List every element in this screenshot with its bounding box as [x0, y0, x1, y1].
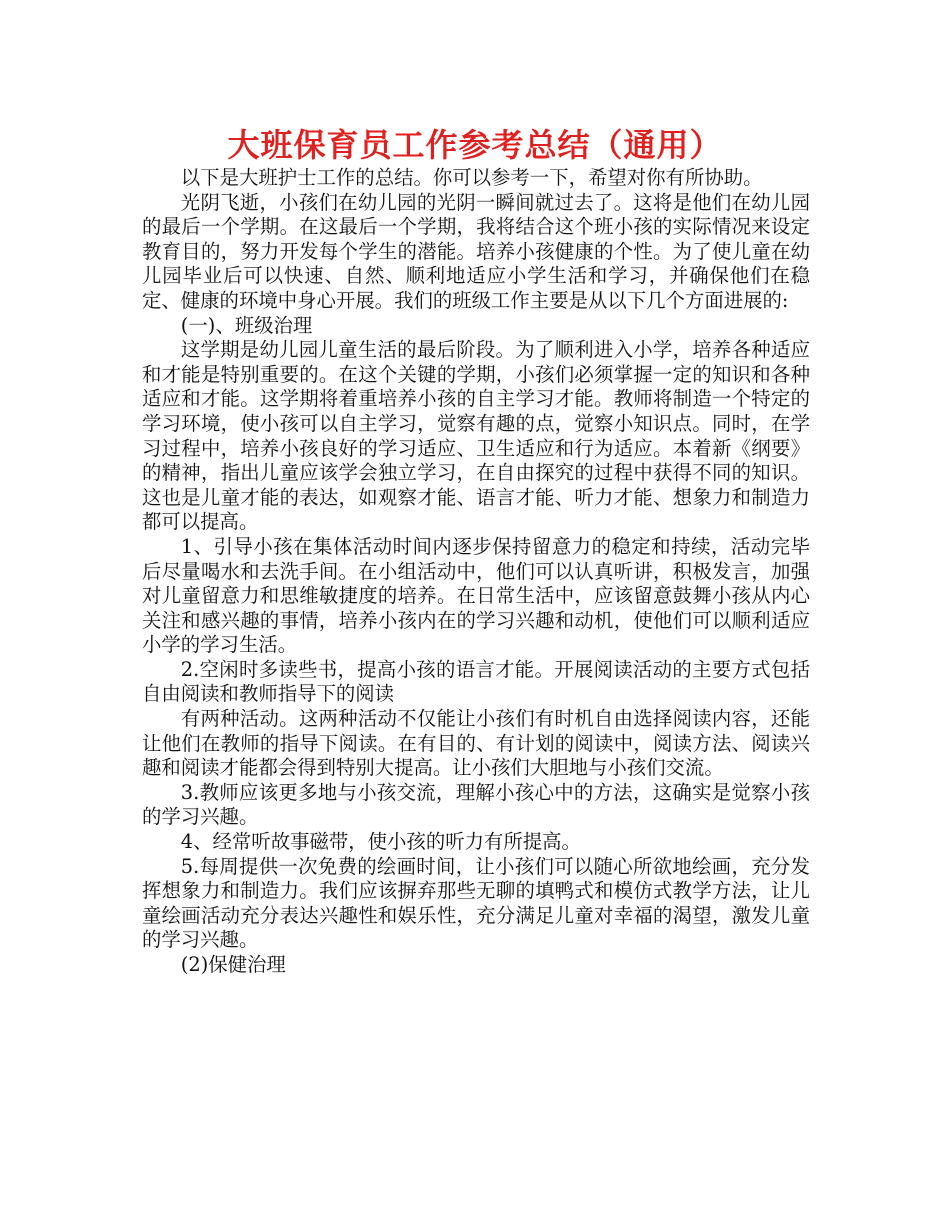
list-item-5: 5.每周提供一次免费的绘画时间，让小孩们可以随心所欲地绘画，充分发挥想象力和制造力。我们应该摒弃那些无聊的填鸭式和模仿式教学方法，让儿童绘画活动充分表达兴趣性和娱乐性，充分满足儿童对幸福的渴望，激发儿童的学习兴趣。 [142, 854, 810, 952]
paragraph-class-management: 这学期是幼儿园儿童生活的最后阶段。为了顺利进入小学，培养各种适应和才能是特别重要的。在这个关键的学期，小孩们必须掌握一定的知识和各种适应和才能。这学期将着重培养小孩的自主学习才能。教师将制造一个特定的学习环境，使小孩可以自主学习，觉察有趣的点，觉察小知识点。同时，在学习过程中，培养小孩良好的学习适应、卫生适应和行为适应。本着新《纲要》的精神，指出儿童应该学会独立学习，在自由探究的过程中获得不同的知识。这也是儿童才能的表达，如观察才能、语言才能、听力才能、想象力和制造力都可以提高。 [142, 338, 810, 534]
section-heading-health-management: (2)保健治理 [180, 953, 286, 976]
paragraph-overview: 光阴飞逝，小孩们在幼儿园的光阴一瞬间就过去了。这将是他们在幼儿园的最后一个学期。在这最后一个学期，我将结合这个班小孩的实际情况来设定教育目的，努力开发每个学生的潜能。培养小孩健康的个性。为了使儿童在幼儿园毕业后可以快速、自然、顺利地适应小学生活和学习，并确保他们在稳定、健康的环境中身心开展。我们的班级工作主要是从以下几个方面进展的: [142, 190, 810, 312]
list-item-1: 1、引导小孩在集体活动时间内逐步保持留意力的稳定和持续，活动完毕后尽量喝水和去洗手间。在小组活动中，他们可以认真听讲，积极发言，加强对儿童留意力和思维敏捷度的培养。在日常生活中，应该留意鼓舞小孩从内心关注和感兴趣的事情，培养小孩内在的学习兴趣和动机，使他们可以顺利适应小学的学习生活。 [142, 534, 810, 657]
list-item-4: 4、经常听故事磁带，使小孩的听力有所提高。 [180, 830, 581, 854]
paragraph-intro: 以下是大班护士工作的总结。你可以参考一下，希望对你有所协助。 [180, 166, 763, 189]
list-item-2: 2.空闲时多读些书，提高小孩的语言才能。开展阅读活动的主要方式包括自由阅读和教师指导下的阅读 [142, 657, 810, 706]
document-body [142, 166, 810, 978]
section-heading-class-management: (一)、班级治理 [180, 313, 313, 337]
document-title: 大班保育员工作参考总结（通用） [227, 126, 723, 164]
list-item-3: 3.教师应该更多地与小孩交流，理解小孩心中的方法，这确实是觉察小孩的学习兴趣。 [142, 780, 810, 829]
paragraph-reading-activities: 有两种活动。这两种活动不仅能让小孩们有时机自由选择阅读内容，还能让他们在教师的指导下阅读。在有目的、有计划的阅读中，阅读方法、阅读兴趣和阅读才能都会得到特别大提高。让小孩们大胆地与小孩们交流。 [142, 707, 810, 780]
